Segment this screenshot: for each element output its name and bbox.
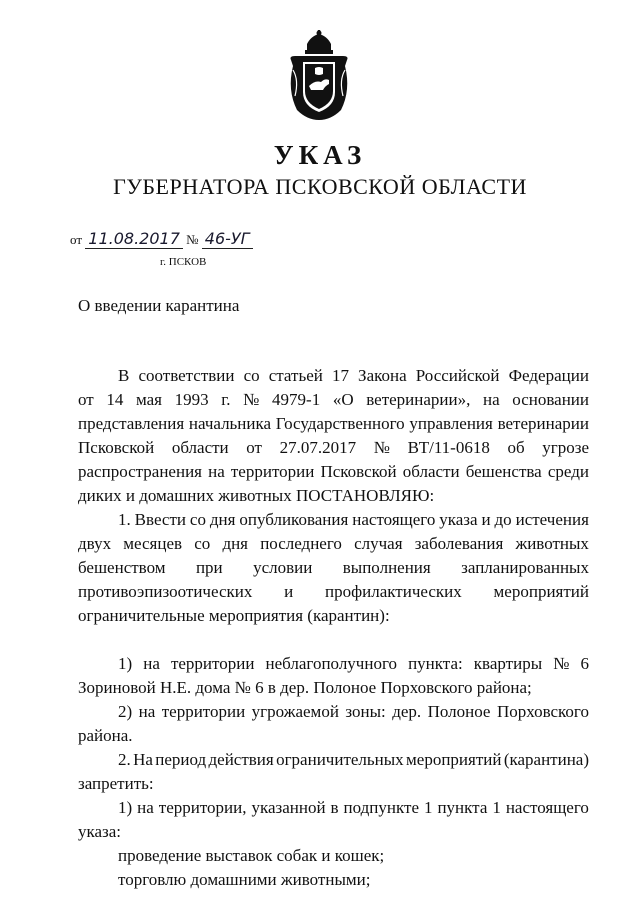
body-line: ограничительные мероприятия (карантин): xyxy=(78,606,390,625)
date-value: 11.08.2017 xyxy=(85,229,183,249)
body-line: проведение выставок собак и кошек; xyxy=(118,846,385,865)
body-line: бешенством при условии выполнения запланированных xyxy=(78,558,589,577)
date-number-line xyxy=(70,229,253,248)
body-line: 2) на территории угрожаемой зоны: дер. Полоное Порховского xyxy=(118,702,589,721)
body-line: Зориновой Н.Е. дома № 6 в дер. Полоное Порховского района; xyxy=(78,678,532,697)
body-line: торговлю домашними животными; xyxy=(118,870,371,889)
body-line: распространения на территории Псковской области бешенства среди xyxy=(78,462,589,481)
document-issuer: ГУБЕРНАТОРА ПСКОВСКОЙ ОБЛАСТИ xyxy=(113,174,527,199)
number-value: 46-УГ xyxy=(202,229,253,249)
number-prefix: № xyxy=(186,232,199,247)
document-title: УКАЗ xyxy=(273,140,367,170)
city-label: г. ПСКОВ xyxy=(160,256,207,268)
body-line: 1. Ввести со дня опубликования настоящего указа и до истечения xyxy=(118,510,589,529)
body-line: Псковской области от 27.07.2017 № ВТ/11-0618 об угрозе xyxy=(78,438,589,457)
body-line: двух месяцев со дня последнего случая заболевания животных xyxy=(78,534,589,553)
body-line: противоэпизоотических и профилактических мероприятий xyxy=(78,582,589,601)
decree-subject: О введении карантина xyxy=(78,296,240,315)
body-line: 1) на территории неблагополучного пункта: квартиры № 6 xyxy=(118,654,589,673)
body-line: В соответствии со статьей 17 Закона Российской Федерации xyxy=(118,366,589,385)
body-line: 1) на территории, указанной в подпункте 1 пункта 1 настоящего xyxy=(118,798,589,817)
body-line: 2. На период действия ограничительных мероприятий (карантина) xyxy=(118,750,589,769)
body-line: от 14 мая 1993 г. № 4979-1 «О ветеринарии», на основании xyxy=(78,390,589,409)
date-prefix: от xyxy=(70,232,83,247)
body-line: запретить: xyxy=(78,774,154,793)
coat-of-arms-icon xyxy=(285,30,353,122)
body-line: представления начальника Государственного управления ветеринарии xyxy=(78,414,589,433)
body-line: района. xyxy=(78,726,133,745)
body-line: указа: xyxy=(78,822,122,841)
body-line: диких и домашних животных ПОСТАНОВЛЯЮ: xyxy=(78,486,435,505)
